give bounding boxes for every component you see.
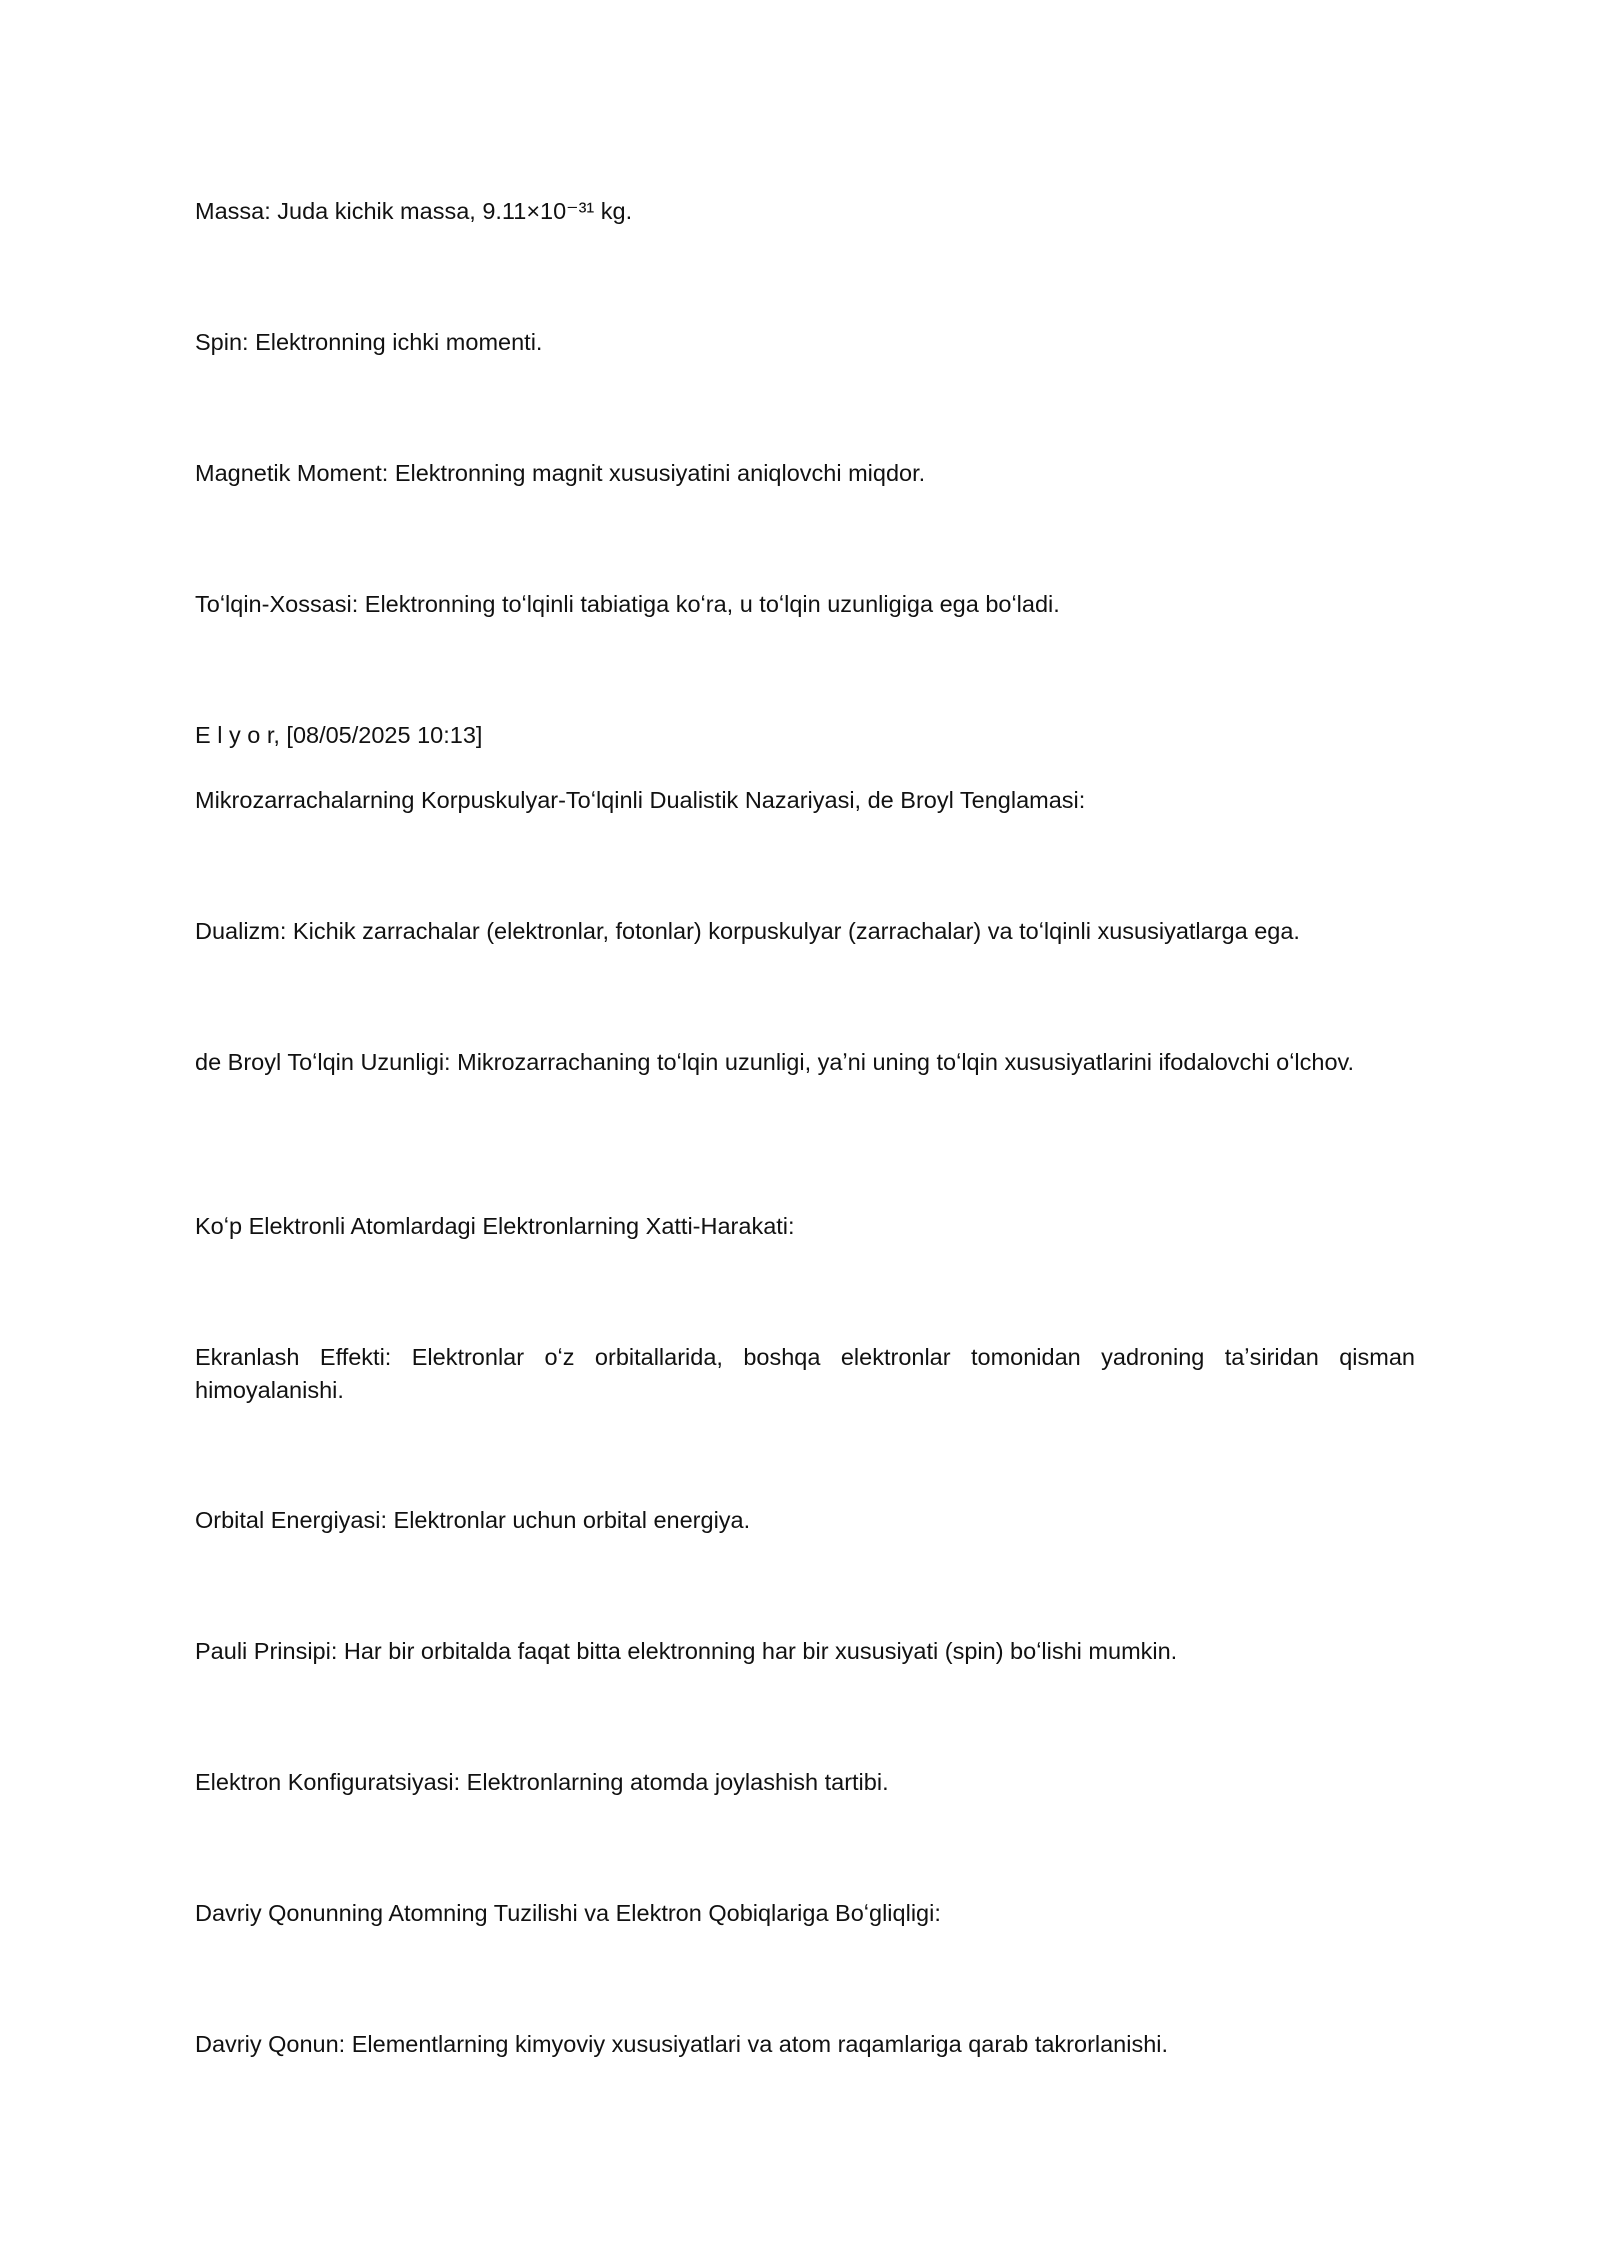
message-author-timestamp: E l y o r, [08/05/2025 10:13] [195, 722, 483, 748]
paragraph-spin: Spin: Elektronning ichki momenti. [195, 329, 543, 355]
paragraph-ekranlash-effekti: Ekranlash Effekti: Elektronlar oʻz orbitallarida, boshqa elektronlar tomonidan yadroning taʼsiridan qisman himoyalanishi. [195, 1344, 1415, 1403]
section-heading-dualistik: Mikrozarrachalarning Korpuskulyar-Toʻlqinli Dualistik Nazariyasi, de Broyl Tenglamasi: [195, 787, 1086, 813]
paragraph-massa: Massa: Juda kichik massa, 9.11×10⁻³¹ kg. [195, 198, 633, 224]
paragraph-elektron-konfiguratsiyasi: Elektron Konfiguratsiyasi: Elektronlarning atomda joylashish tartibi. [195, 1769, 889, 1795]
paragraph-magnetik-moment: Magnetik Moment: Elektronning magnit xususiyatini aniqlovchi miqdor. [195, 460, 926, 486]
section-heading-davriy-qonun: Davriy Qonunning Atomning Tuzilishi va Elektron Qobiqlariga Boʻgliqligi: [195, 1900, 941, 1926]
paragraph-dualizm: Dualizm: Kichik zarrachalar (elektronlar, fotonlar) korpuskulyar (zarrachalar) va toʻlqinli xususiyatlarga ega. [195, 918, 1300, 944]
paragraph-de-broyl: de Broyl Toʻlqin Uzunligi: Mikrozarrachaning toʻlqin uzunligi, yaʼni uning toʻlqin xususiyatlarini ifodalovchi oʻlchov. [195, 1049, 1355, 1075]
paragraph-orbital-energiyasi: Orbital Energiyasi: Elektronlar uchun orbital energiya. [195, 1507, 751, 1533]
paragraph-tolqin-xossasi: Toʻlqin-Xossasi: Elektronning toʻlqinli tabiatiga koʻra, u toʻlqin uzunligiga ega boʻladi. [195, 591, 1060, 617]
paragraph-davriy-qonun: Davriy Qonun: Elementlarning kimyoviy xususiyatlari va atom raqamlariga qarab takrorlanishi. [195, 2031, 1169, 2057]
paragraph-pauli-prinsipi: Pauli Prinsipi: Har bir orbitalda faqat bitta elektronning har bir xususiyati (spin) boʻlishi mumkin. [195, 1638, 1178, 1664]
section-heading-kop-elektronli: Koʻp Elektronli Atomlardagi Elektronlarning Xatti-Harakati: [195, 1213, 795, 1239]
